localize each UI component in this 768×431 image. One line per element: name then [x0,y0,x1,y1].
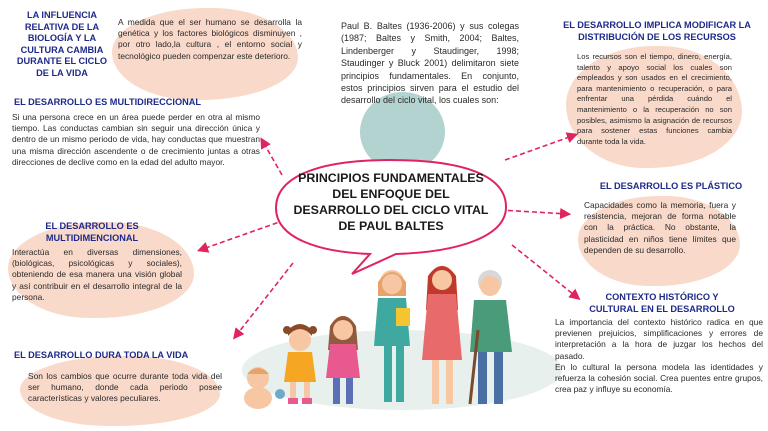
multidimensional-text: Interactúa en diversas dimensiones, (biológicas, psicológicas y sociales), obteniendo de esa manera una visión global y así contribuir en el desarrollo integral de la persona. [12,247,182,302]
arrow-to-multidimensional [200,220,285,250]
plastic-text: Capacidades como la memoria, fuera y resistencia, mejoran de forma notable con la práctica. No obstante, la plasticidad en niños tiene límites que dependen de su desarrollo. [584,200,736,255]
resources-text: Los recursos son el tiempo, dinero, energía, talento y apoyo social los cuales son empleados y son usados en el crecimiento, para mantenimiento o recuperación, o para enfrentar una pérdida cuándo el mantenimiento o la recuperación no son posibles, asimismo la asignación de recursos para sostener estas funciones cambia durante toda la vida. [577,52,732,146]
plastic-title: EL DESARROLLO ES PLÁSTICO [599,181,743,191]
lifelong-title: EL DESARROLLO DURA TODA LA VIDA [14,350,189,360]
multidimensional-title: EL DESARROLLO ES MULTIDIMENCIONAL [45,221,139,243]
influence-title: LA INFLUENCIA RELATIVA DE LA BIOLOGÍA Y LA CULTURA CAMBIA DURANTE EL CICLO DE LA VIDA [16,10,108,78]
center-title: PRINCIPIOS FUNDAMENTALES DEL ENFOQUE DEL DESARROLLO DEL CICLO VITAL DE PAUL BALTES [293,171,489,233]
lifelong-text: Son los cambios que ocurre durante toda vida del ser humano, donde cada periodo posee características y valores peculiares. [28,371,222,404]
arrow-to-plastic [500,210,568,214]
multidirectional-text: Si una persona crece en un área puede perder en otra al mismo tiempo. Las conductas cambian sin seguir una dirección única y dentro de un mismo periodo de vida, hay conductas que muestran una misma dirección ascendente o de crecimiento juntas a otras direcciones de declive como en la edad del adulto mayor. [12,112,260,167]
resources-title: EL DESARROLLO IMPLICA MODIFICAR LA DISTRIBUCIÓN DE LOS RECURSOS [563,20,751,42]
context-text: La importancia del contexto histórico radica en que previenen prejuicios, simplificaciones y errores de interpretación a la hora de juzgar los hechos del pasado. En lo cultural la persona modela las identidades y refuerza la cohesión social. Crea puentes entre grupos, crea paz y influye su economía. [555,317,763,395]
intro-text: Paul B. Baltes (1936-2006) y sus colegas (1987; Baltes y Smith, 2004; Baltes, Lindenberger y Staudinger, 1998; Staudinger y Bluck 2001) delimitaron siete principios fundamentales. En conjunto, estos principios sirven para el estudio del desarrollo del ciclo vital, los cuales son: [341,21,519,106]
influence-text: A medida que el ser humano se desarrolla la genética y los factores biológicos disminuyen , por otro lado,la cultura , el entorno social y tecnológico pueden compenzar este deterioro. [118,17,302,61]
arrow-to-lifelong [235,263,293,337]
arrow-to-resources [505,135,575,160]
context-title: CONTEXTO HISTÓRICO Y CULTURAL EN EL DESARROLLO [589,292,735,314]
multidirectional-title: EL DESARROLLO ES MULTIDIRECCIONAL [14,97,201,107]
arrow-to-context [512,245,578,298]
arrow-to-multidirectional [262,140,282,175]
